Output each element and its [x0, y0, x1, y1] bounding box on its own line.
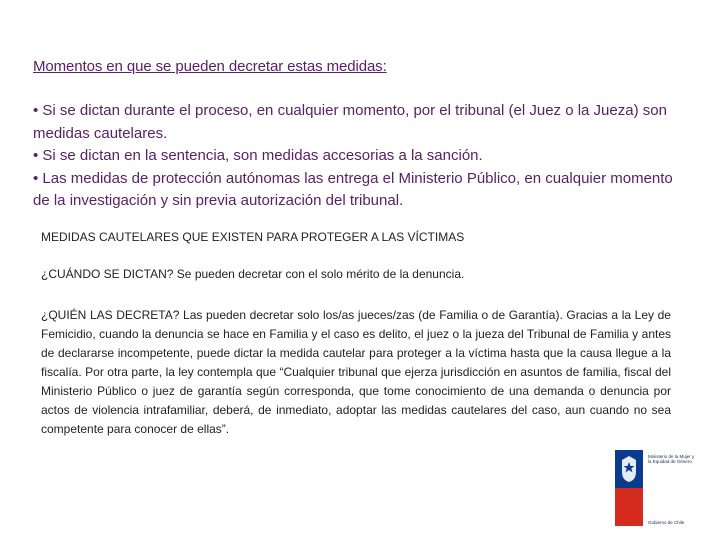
when-answer: Se pueden decretar con el solo mérito de la denuncia. — [173, 267, 465, 281]
coat-of-arms-icon — [620, 454, 638, 484]
bullet-item: • Las medidas de protección autónomas las entrega el Ministerio Público, en cualquier momento de la investigación y sin previa autorización del tribunal. — [33, 169, 673, 209]
logo-red-band — [615, 488, 643, 526]
bullet-list — [33, 100, 673, 213]
who-question: ¿QUIÉN LAS DECRETA? — [41, 308, 180, 322]
who-answer: Las pueden decretar solo los/as jueces/zas (de Familia o de Garantía). Gracias a la Ley de Femicidio, cuando la denuncia se hace en Familia y el caso es delito, el juez o la jueza del Tribunal de Familia y antes de declararse incompetente, puede dictar la medida cautelar para proteger a la víctima hasta que la causa llegue a la fiscalía. Por otra parte, la ley contempla que “Cualquier tribunal que ejerza jurisdicción en asuntos de familia, fiscal del Ministerio Público o juez de garantía según corresponda, que tome conocimiento de una demanda o denuncia por actos de violencia intrafamiliar, deberá, de inmediato, adoptar las medidas cautelares del caso, aun cuando no sea competente para conocer de ellas”. — [41, 308, 671, 436]
who-paragraph — [41, 306, 671, 439]
when-paragraph — [41, 267, 464, 281]
bullet-item: • Si se dictan en la sentencia, son medidas accesorias a la sanción. — [33, 147, 483, 164]
logo-ministry-text: Ministerio de la Mujer y la Equidad de Género — [648, 454, 695, 464]
when-question: ¿CUÁNDO SE DICTAN? — [41, 267, 174, 281]
heading: Momentos en que se pueden decretar estas medidas: — [33, 58, 387, 75]
bullet-item: • Si se dictan durante el proceso, en cualquier momento, por el tribunal (el Juez o la Jueza) son medidas cautelares. — [33, 102, 667, 142]
section-title: MEDIDAS CAUTELARES QUE EXISTEN PARA PROTEGER A LAS VÍCTIMAS — [41, 230, 465, 244]
ministry-logo — [615, 450, 700, 528]
logo-government-text: Gobierno de Chile — [648, 520, 685, 525]
